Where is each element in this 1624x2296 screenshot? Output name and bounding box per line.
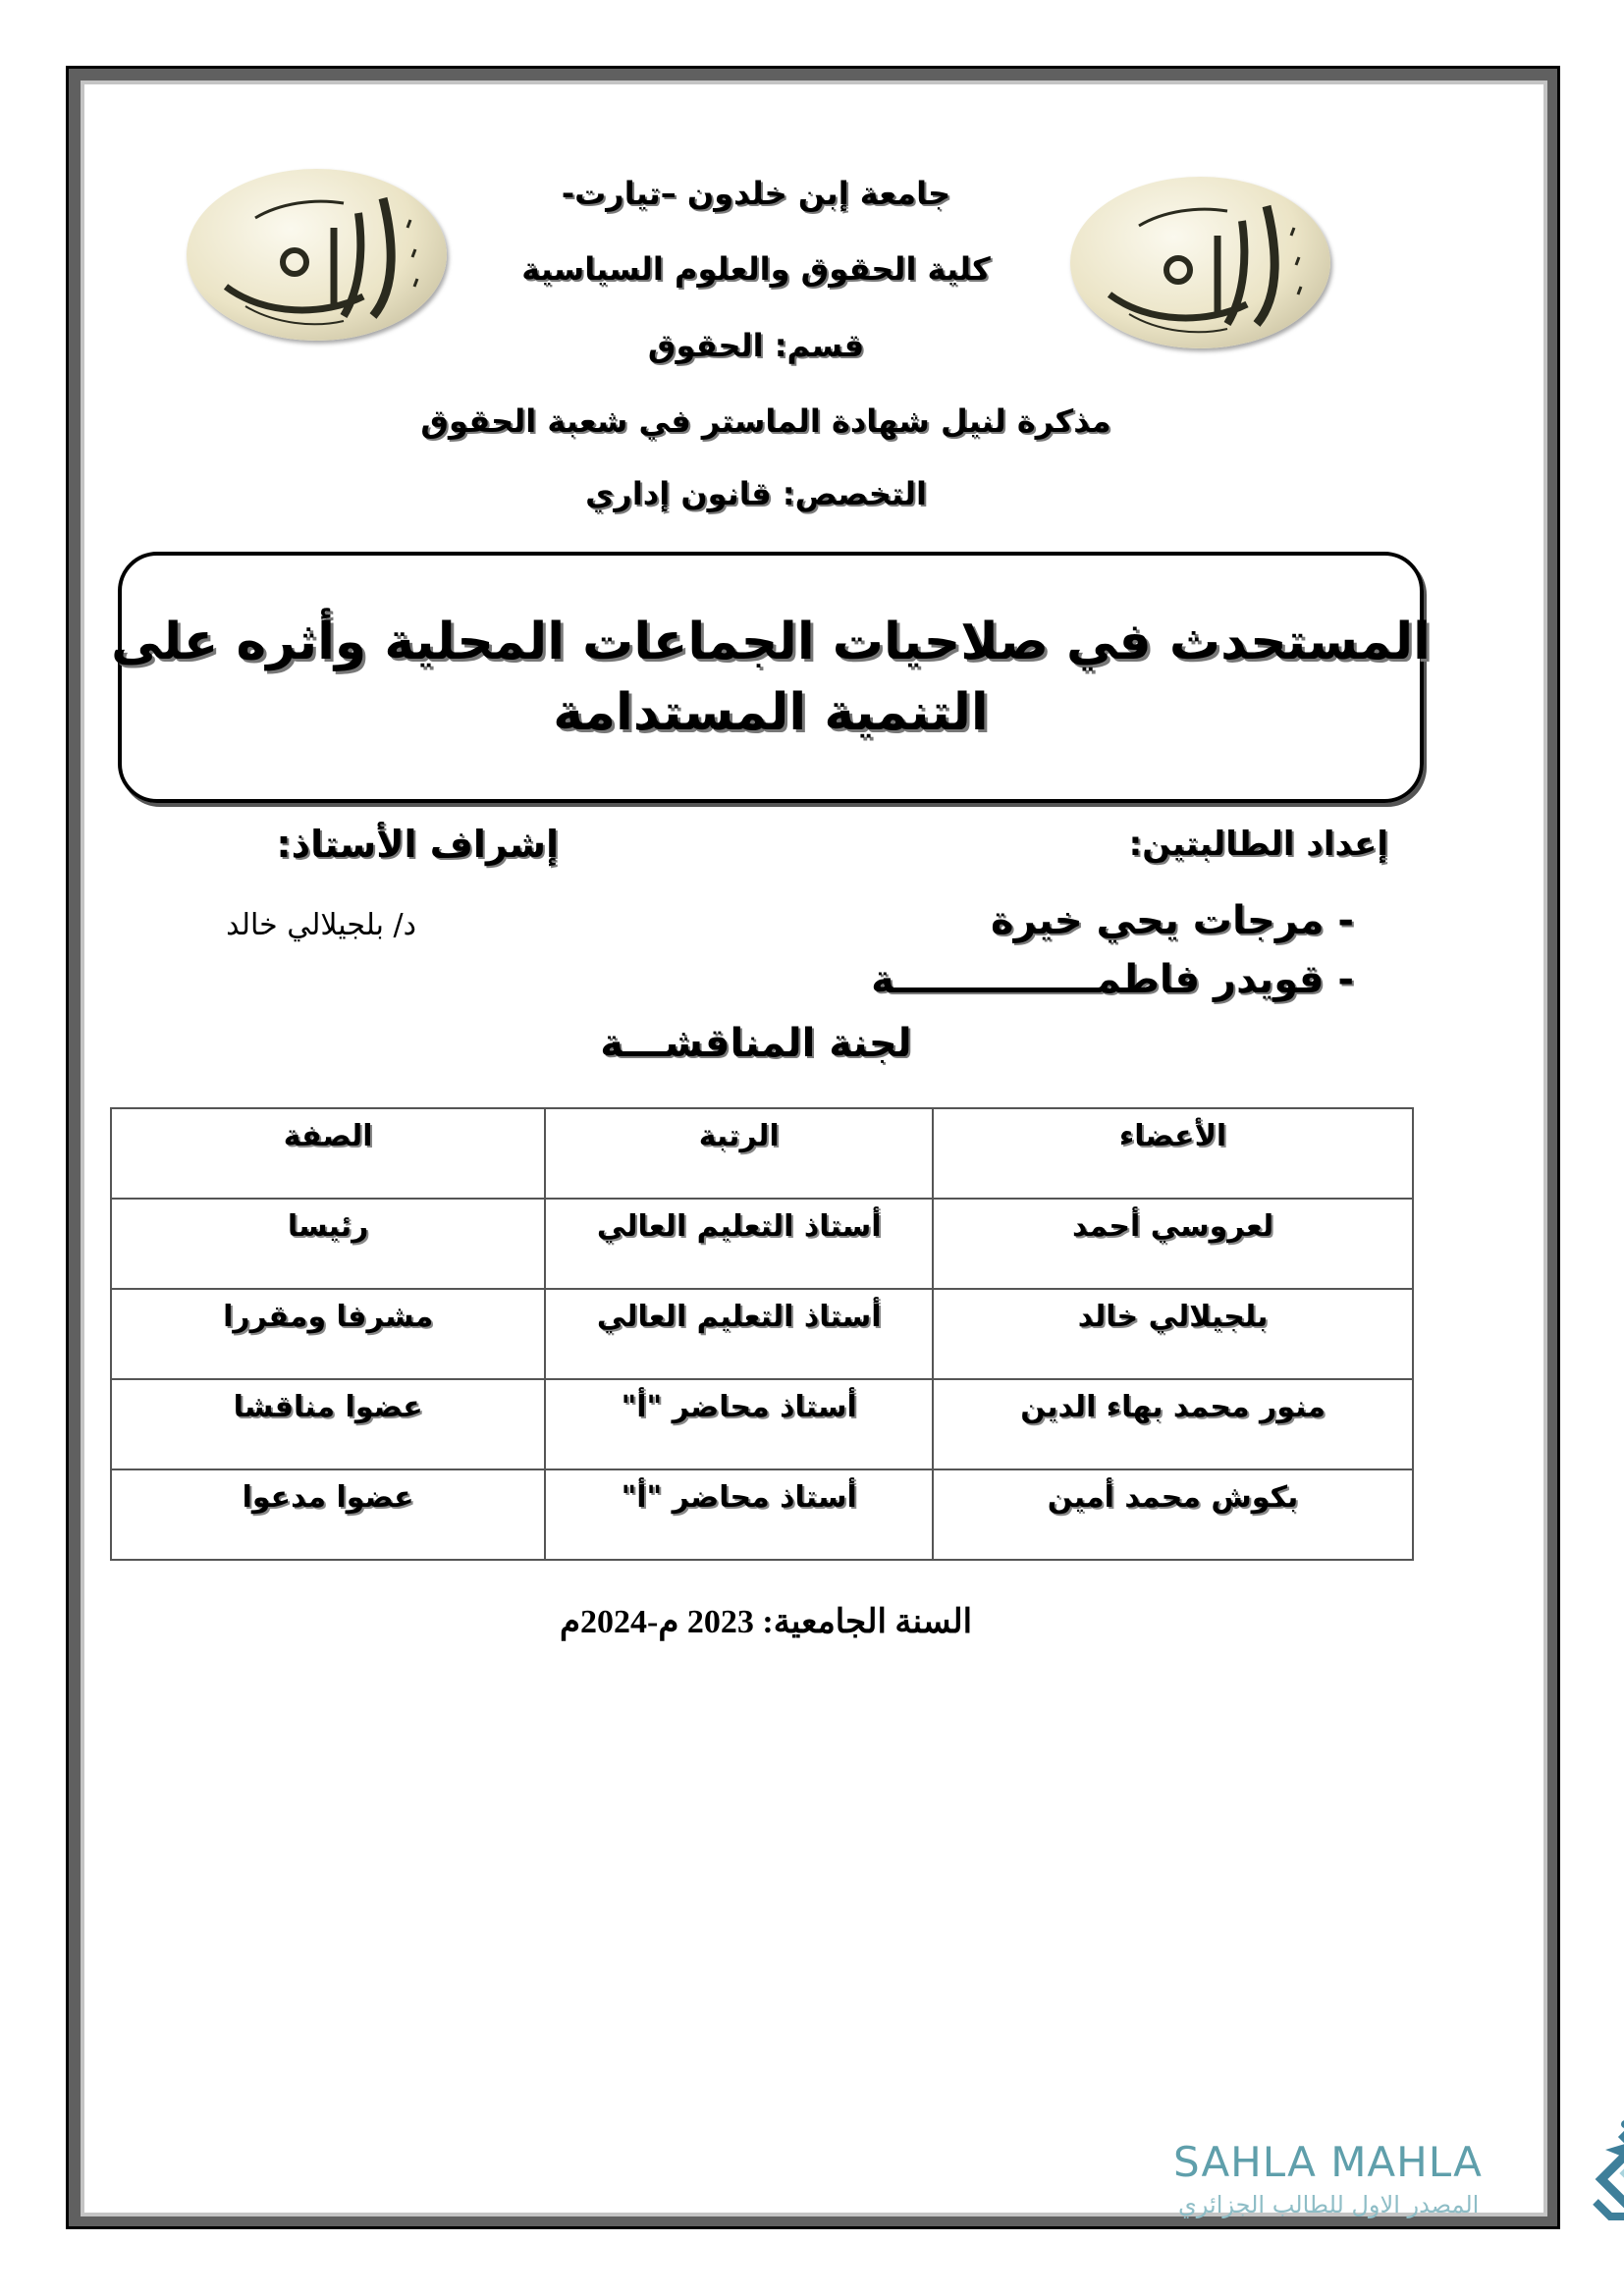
watermark-tagline: المصدر الاول للطالب الجزائري: [1178, 2191, 1480, 2218]
sahla-mahla-watermark: [1173, 2138, 1624, 2236]
member-role: رئيسا: [111, 1199, 545, 1289]
member-name: بلجيلالي خالد: [933, 1289, 1413, 1379]
specialty: التخصص: قانون إداري: [585, 475, 927, 512]
table-row: [111, 1469, 1413, 1560]
supervisor-label: إشراف الأستاذ:: [276, 823, 559, 866]
member-name: منور محمد بهاء الدين: [933, 1379, 1413, 1469]
committee-table: [110, 1107, 1414, 1561]
watermark-brand: SAHLA MAHLA: [1173, 2138, 1483, 2186]
faculty-name: كلية الحقوق والعلوم السياسية: [521, 250, 991, 288]
thesis-title-line-1: المستحدث في صلاحيات الجماعات المحلية وأثره على: [111, 613, 1431, 671]
member-role: عضوا مدعوا: [111, 1469, 545, 1560]
academic-year: السنة الجامعية: 2023 م-2024م: [559, 1604, 973, 1640]
committee-heading: لجنة المناقشـــة: [600, 1021, 912, 1066]
column-header-rank: الرتبة: [545, 1108, 933, 1199]
supervisor-name: د/ بلجيلالي خالد: [226, 908, 416, 942]
member-role: عضوا مناقشا: [111, 1379, 545, 1469]
member-rank: أستاذ محاضر "أ": [545, 1379, 933, 1469]
table-row: [111, 1289, 1413, 1379]
member-rank: أستاذ محاضر "أ": [545, 1469, 933, 1560]
member-name: لعروسي أحمد: [933, 1199, 1413, 1289]
university-name: جامعة إبن خلدون –تيارت-: [561, 175, 951, 212]
member-rank: أستاذ التعليم العالي: [545, 1289, 933, 1379]
thesis-title-box: [111, 552, 1431, 803]
sahla-mahla-logo-icon: [1591, 2118, 1624, 2226]
member-role: مشرفا ومقررا: [111, 1289, 545, 1379]
table-row: [111, 1379, 1413, 1469]
member-name: بكوش محمد أمين: [933, 1469, 1413, 1560]
table-header-row: [111, 1108, 1413, 1199]
degree-statement: مذكرة لنيل شهادة الماستر في شعبة الحقوق: [420, 402, 1111, 440]
calligraphy-logo-icon: [187, 169, 447, 341]
student-name-1: - مرجات يحي خيرة: [990, 898, 1354, 943]
column-header-role: الصفة: [111, 1108, 545, 1199]
department-name: قسم: الحقوق: [647, 327, 865, 364]
university-logo-left: [187, 169, 447, 341]
column-header-members: الأعضاء: [933, 1108, 1413, 1199]
university-logo-right: [1070, 177, 1330, 348]
calligraphy-logo-icon: [1070, 177, 1330, 348]
table-row: [111, 1199, 1413, 1289]
students-label: إعداد الطالبتين:: [1128, 825, 1388, 864]
member-rank: أستاذ التعليم العالي: [545, 1199, 933, 1289]
thesis-title-line-2: التنمية المستدامة: [553, 683, 989, 742]
student-name-2: - قويدر فاطمـــــــــــــــة: [871, 957, 1354, 1002]
